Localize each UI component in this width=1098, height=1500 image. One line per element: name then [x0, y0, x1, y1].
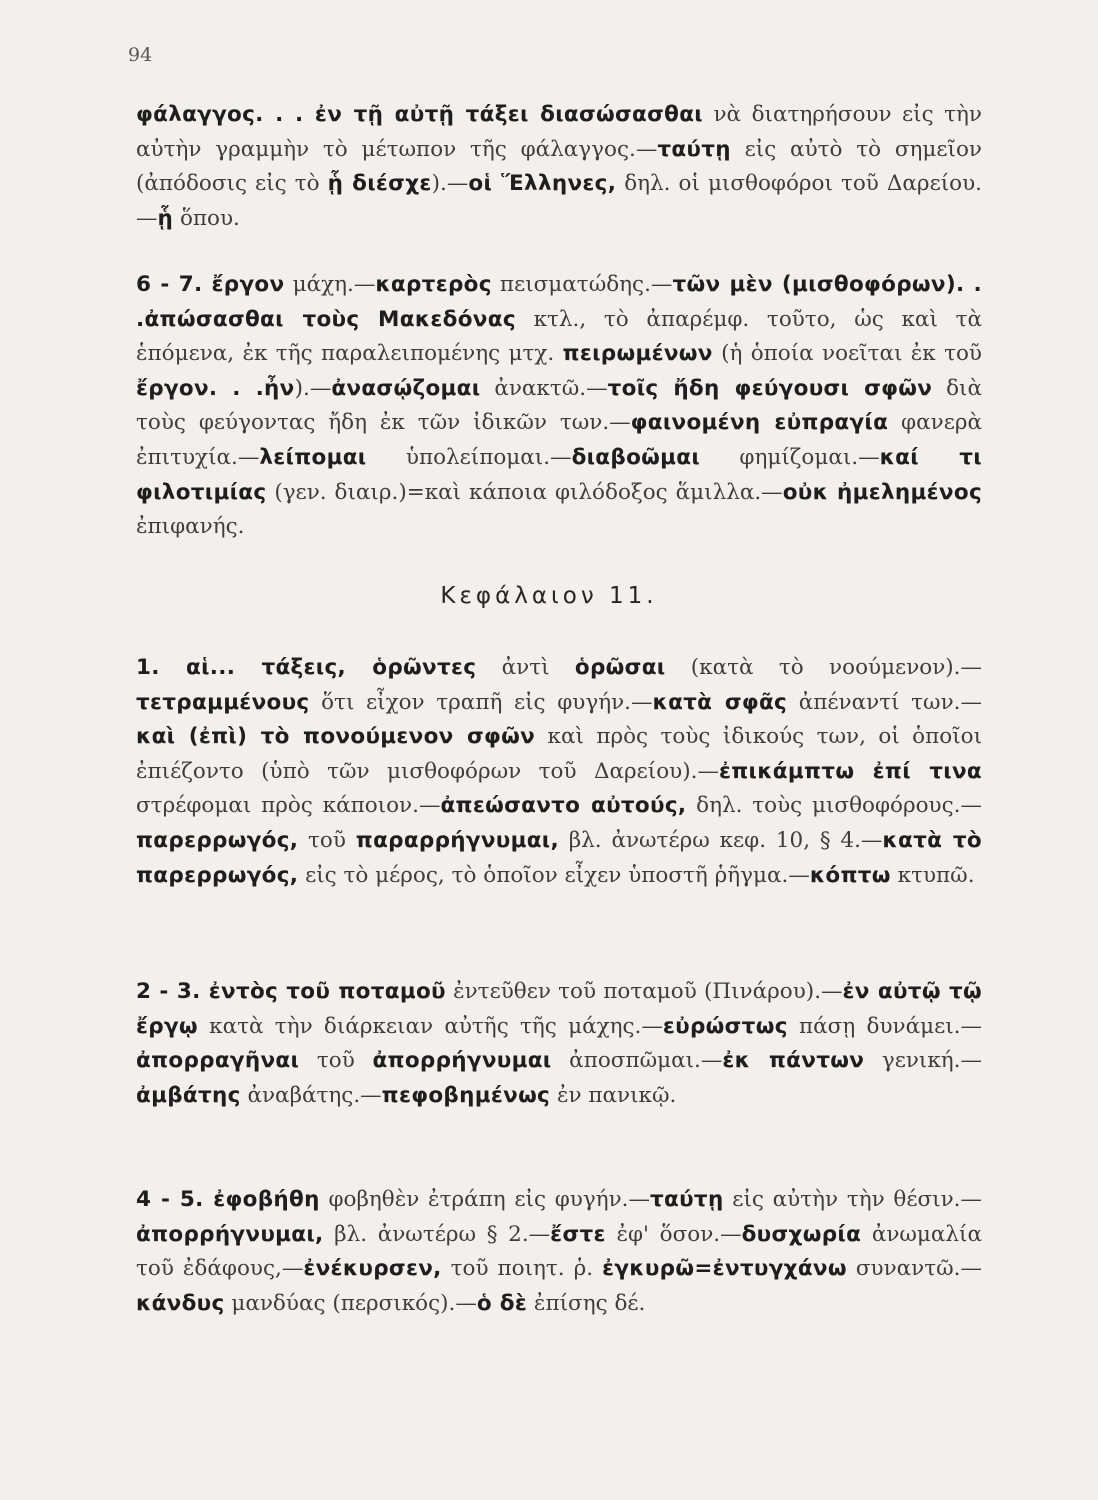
gloss: κατὰ τὴν διάρκειαν αὐτῆς τῆς μάχης.— — [197, 1013, 663, 1039]
gloss: γενική.— — [864, 1048, 982, 1074]
headword: οὐκ ἠμελημένος — [782, 479, 982, 505]
headword: ὁ δὲ — [476, 1290, 528, 1316]
gloss: δηλ. οἱ μισθοφόροι τοῦ Δαρείου.— — [136, 171, 982, 231]
headword: ἀπορρήγνυμαι — [372, 1048, 552, 1074]
headword: καρτερὸς — [375, 272, 492, 297]
gloss: (ἡ ὁποία νοεῖται ἐκ τοῦ — [712, 341, 982, 367]
headword: διαβοῶμαι — [571, 444, 700, 470]
gloss: φανερὰ ἐπιτυχία.— — [136, 410, 982, 470]
chapter-heading: Κεφάλαιον 11. — [440, 583, 658, 609]
headword: καὶ (ἐπὶ) τὸ πονούμενον σφῶν — [136, 724, 536, 750]
gloss: (γεν. διαιρ.)=καὶ κάποια φιλόδοξος ἅμιλλα.— — [266, 479, 783, 505]
gloss: ὑπολείπομαι.— — [366, 444, 572, 470]
headword: 6 - 7. ἔργον — [136, 272, 285, 297]
headword: φαινομένη εὐπραγία — [630, 410, 889, 436]
gloss: κτλ., τὸ ἀπαρέμφ. τοῦτο, ὡς καὶ τὰ ἑπόμενα, ἐκ τῆς παραλειπομένης μτχ. — [136, 306, 982, 367]
headword: κόπτω — [809, 862, 891, 888]
headword: ὁρῶσαι — [574, 655, 666, 680]
headword: φάλαγγος. . . ἐν τῇ αὐτῇ τάξει διασώσασθαι — [136, 102, 703, 127]
gloss: καὶ πρὸς τοὺς ἰδικούς των, οἱ ὁποῖοι ἐπιέζοντο (ὑπὸ τῶν μισθοφόρων τοῦ Δαρείου).— — [136, 724, 982, 784]
gloss: νὰ διατηρήσουν εἰς τὴν αὐτὴν γραμμὴν τὸ μέτωπον τῆς φάλαγγος.— — [136, 102, 982, 162]
gloss: ἀπέναντί των.— — [787, 689, 982, 715]
gloss: ἐν πανικῷ. — [550, 1082, 677, 1108]
gloss: ὅπου. — [173, 205, 240, 231]
gloss: κτυπῶ. — [890, 862, 975, 888]
gloss: διὰ τοὺς φεύγοντας ἤδη ἐκ τῶν ἰδικῶν των.— — [136, 375, 983, 436]
gloss: βλ. ἀνωτέρω § 2.— — [323, 1221, 551, 1247]
gloss: ἀποσπῶμαι.— — [551, 1048, 723, 1074]
paragraph-1 — [136, 98, 982, 236]
gloss: εἰς αὐτὴν τὴν θέσιν.— — [723, 1187, 983, 1212]
headword: δυσχωρία — [741, 1221, 862, 1247]
headword: ταύτῃ — [650, 1187, 724, 1212]
gloss: στρέφομαι πρὸς κάποιον.— — [136, 793, 441, 819]
headword: λείπομαι — [259, 444, 367, 470]
headword: κάνδυς — [136, 1290, 225, 1316]
gloss: τοῦ ποιητ. ῥ. — [441, 1256, 603, 1282]
gloss: εἰς τὸ μέρος, τὸ ὁποῖον εἶχεν ὑποστῆ ῥῆγμα.— — [298, 862, 810, 888]
headword: ἀπορρήγνυμαι, — [136, 1221, 324, 1247]
headword: οἱ Ἕλληνες, — [468, 171, 617, 197]
headword: ἀπορραγῆναι — [136, 1048, 300, 1074]
headword: τοῖς ἤδη φεύγουσι σφῶν — [607, 375, 933, 401]
gloss: ἐφ' ὅσον.— — [605, 1221, 742, 1247]
headword: κατὰ σφᾶς — [652, 689, 788, 715]
headword: 4 - 5. ἐφοβήθη — [136, 1187, 320, 1212]
headword: ἐνέκυρσεν, — [303, 1256, 442, 1282]
gloss: ἀνωμαλία τοῦ ἐδάφους,— — [136, 1221, 983, 1282]
gloss: ἐντεῦθεν τοῦ ποταμοῦ (Πινάρου).— — [445, 979, 843, 1004]
gloss: φημίζομαι.— — [700, 444, 880, 470]
gloss: πάσῃ δυνάμει.— — [787, 1013, 982, 1039]
headword: παρερρωγός, — [136, 827, 299, 853]
headword: ᾗ διέσχε — [327, 171, 432, 197]
headword: ἀνασῴζομαι — [331, 375, 481, 401]
headword: ταύτῃ — [657, 136, 731, 162]
headword: εὐρώστως — [662, 1013, 788, 1039]
paragraph-4 — [136, 975, 982, 1113]
gloss: ὅτι εἶχον τραπῆ εἰς φυγήν.— — [309, 689, 653, 715]
headword: καί τι φιλοτιμίας — [136, 444, 982, 505]
headword: ἐγκυρῶ=ἐντυγχάνω — [602, 1256, 847, 1282]
gloss: μανδύας (περσικός).— — [224, 1290, 477, 1316]
headword: ἀπεώσαντο αὐτούς, — [440, 793, 687, 819]
headword: τετραμμένους — [136, 689, 310, 715]
gloss: τοῦ — [298, 827, 356, 853]
headword: πεφοβημένως — [381, 1082, 551, 1108]
gloss: ἐπιφανής. — [136, 514, 245, 540]
paragraph-5 — [136, 1183, 982, 1321]
gloss: πεισματώδης.— — [491, 272, 673, 297]
gloss: ἀντὶ — [476, 655, 575, 680]
headword: 1. αἱ... τάξεις, ὁρῶντες — [136, 655, 477, 680]
gloss: ἐπίσης δέ. — [527, 1290, 646, 1316]
headword: 2 - 3. ἐντὸς τοῦ ποταμοῦ — [136, 979, 446, 1004]
paragraph-3 — [136, 651, 982, 893]
headword: ἐν αὐτῷ τῷ ἔργῳ — [136, 979, 983, 1039]
gloss: ).— — [294, 375, 332, 401]
gloss: μάχη.— — [284, 272, 376, 297]
gloss: συναντῶ.— — [846, 1256, 982, 1282]
gloss: φοβηθὲν ἐτράπη εἰς φυγήν.— — [319, 1187, 651, 1212]
headword: ἐπικάμπτω ἐπί τινα — [718, 758, 983, 784]
paragraph-2 — [136, 268, 982, 545]
headword: παραρρήγνυμαι, — [355, 827, 559, 853]
headword: κατὰ τὸ παρερρωγός, — [136, 827, 983, 888]
gloss: τοῦ — [299, 1048, 373, 1074]
gloss: ἀναβάτης.— — [240, 1082, 382, 1108]
gloss: ἀνακτῶ.— — [480, 375, 608, 401]
headword: ἐκ πάντων — [722, 1048, 865, 1074]
headword: ἔστε — [550, 1221, 606, 1247]
gloss: (κατὰ τὸ νοούμενον).— — [665, 655, 982, 680]
headword: πειρωμένων — [562, 341, 713, 367]
gloss: εἰς αὐτὸ τὸ σημεῖον (ἀπόδοσις εἰς τὸ — [136, 136, 982, 197]
gloss: ).— — [431, 171, 469, 197]
headword: ἀμβάτης — [136, 1082, 241, 1108]
headword: ᾗ — [157, 205, 174, 231]
gloss: δηλ. τοὺς μισθοφόρους.— — [686, 793, 982, 819]
page-number: 94 — [128, 44, 153, 66]
headword: ἔργον. . .ἦν — [136, 375, 295, 401]
headword: τῶν μὲν (μισθοφόρων). . .ἀπώσασθαι τοὺς Μακεδόνας — [136, 272, 983, 332]
gloss: βλ. ἀνωτέρω κεφ. 10, § 4.— — [558, 827, 883, 853]
